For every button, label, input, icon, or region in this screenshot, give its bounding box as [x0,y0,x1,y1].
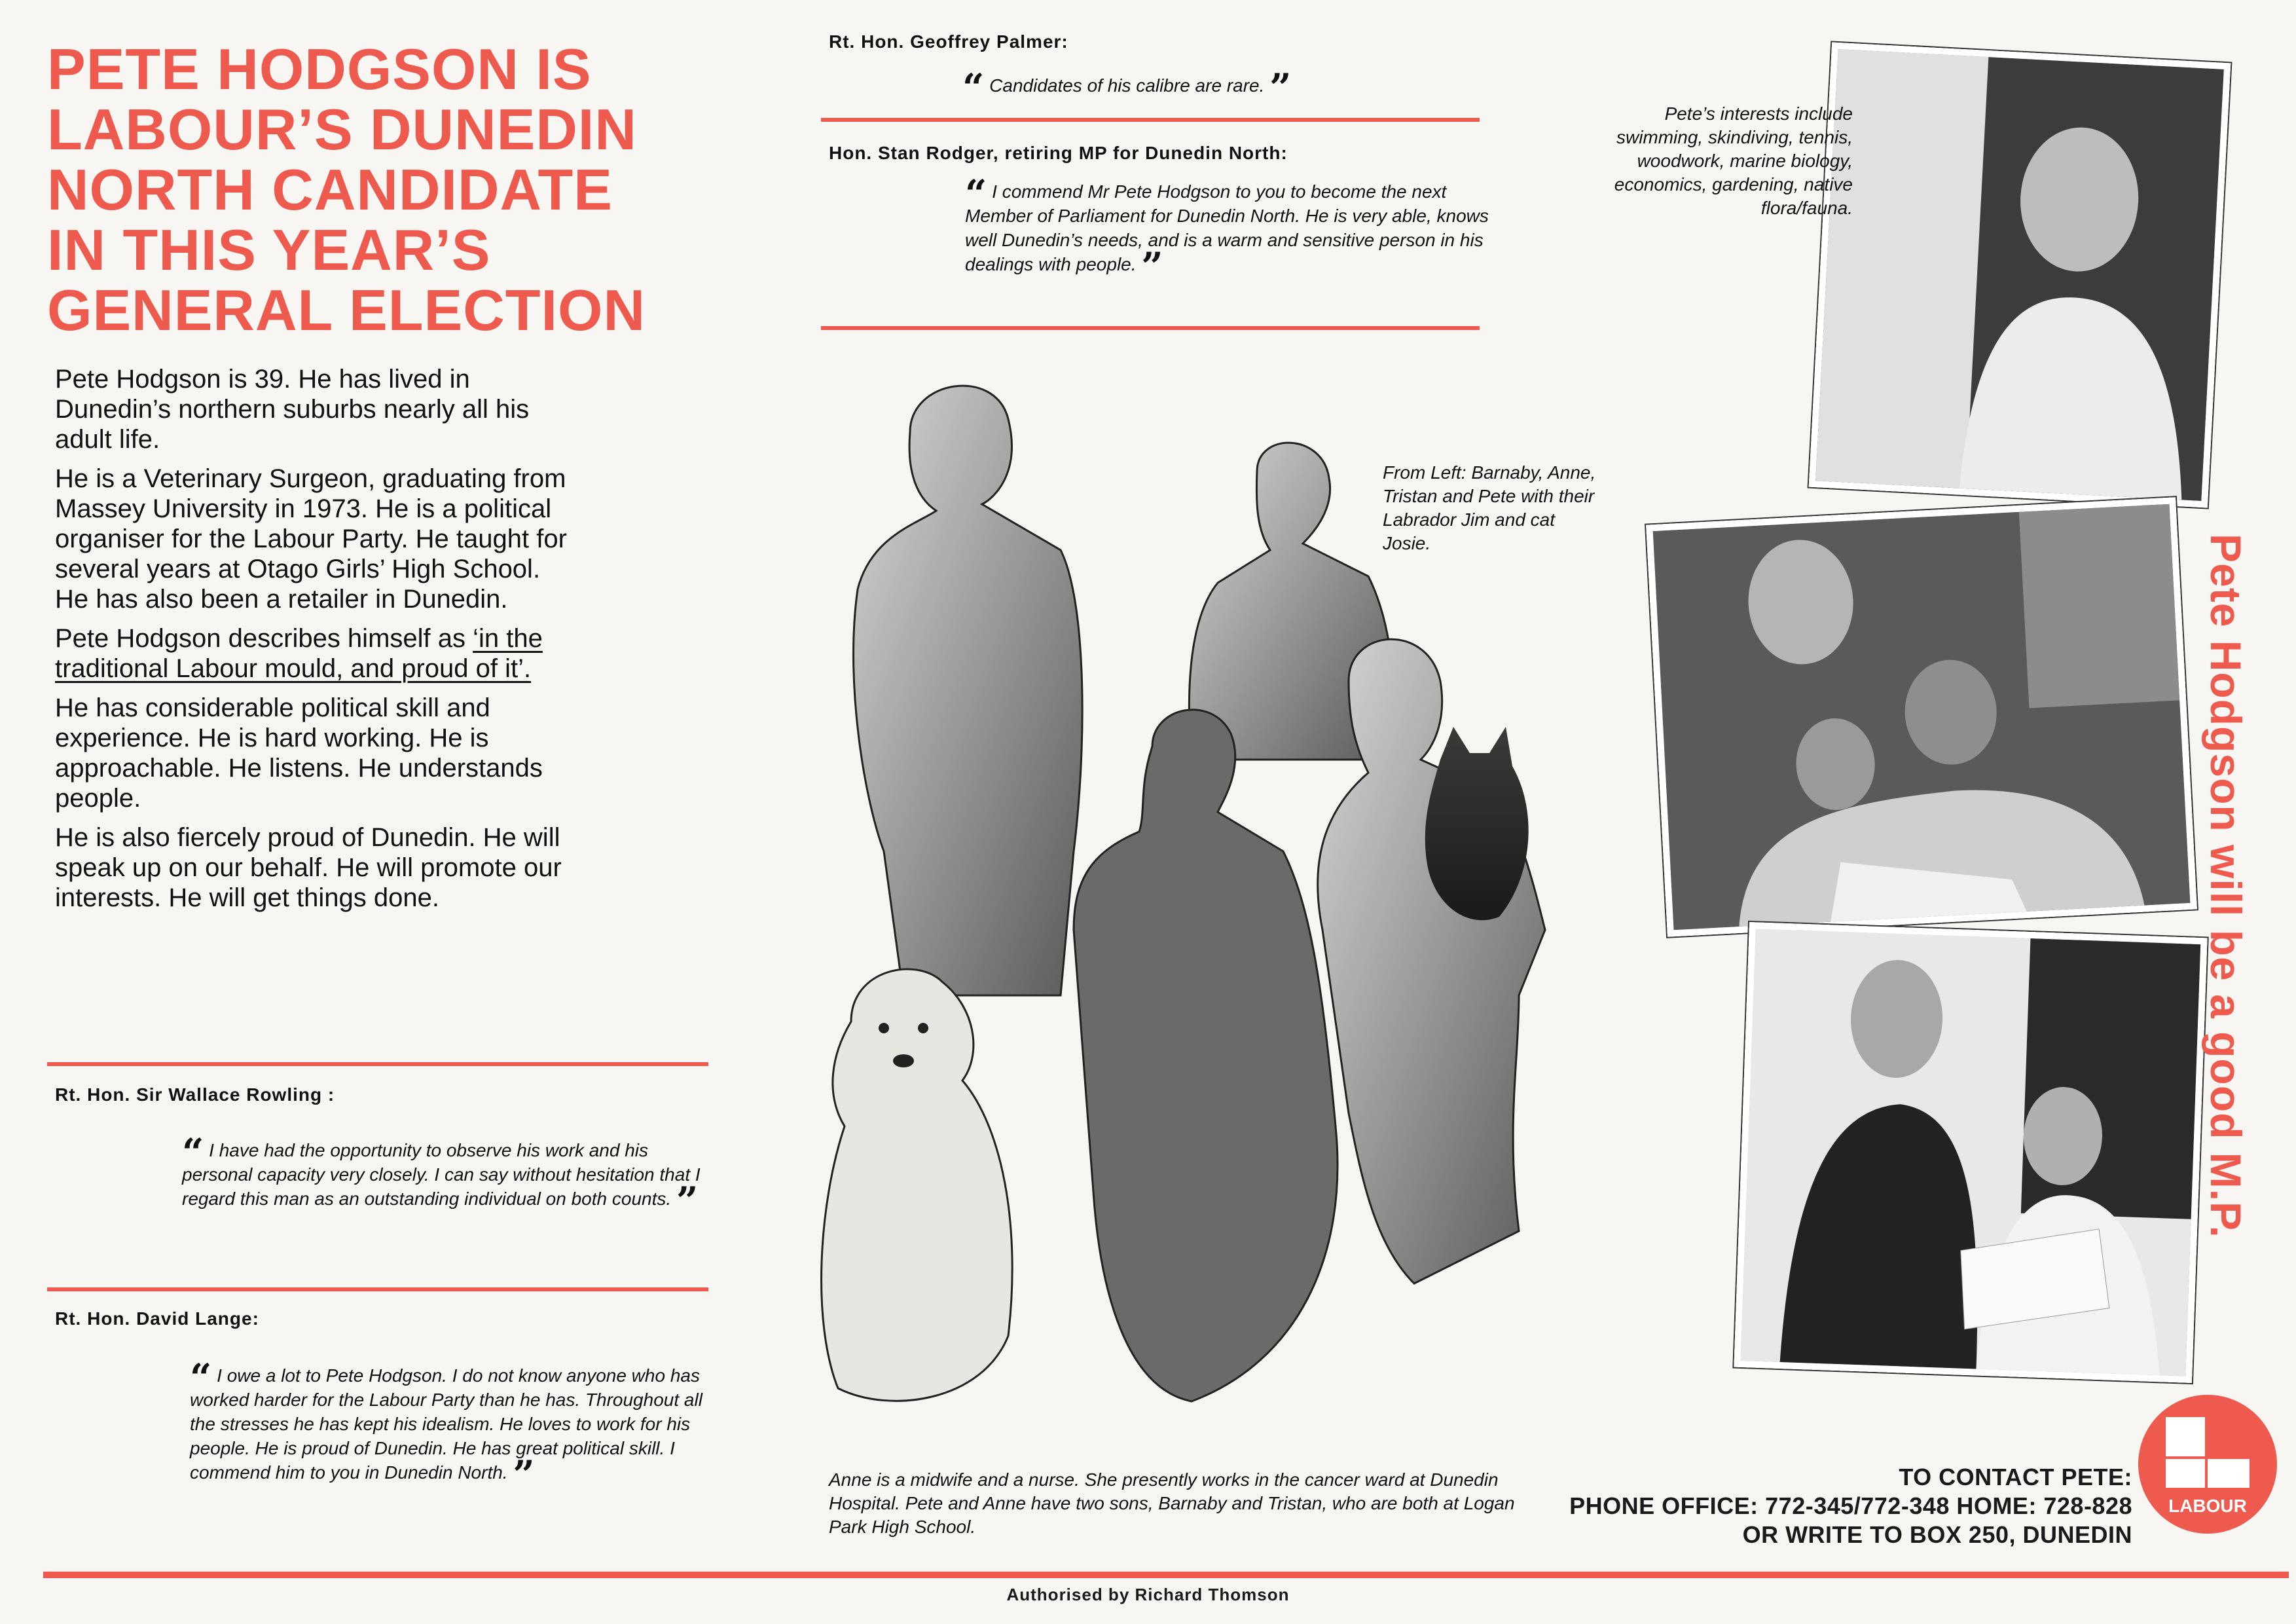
divider-rule [47,1287,708,1291]
bio-paragraph: He is also fiercely proud of Dunedin. He will speak up on our behalf. He will promote our interests. He will get things done. [55,823,562,912]
headline [47,39,728,341]
endorser-name: Hon. Stan Rodger, retiring MP for Dunedin North: [829,143,1288,163]
headline-line: GENERAL ELECTION [47,278,646,342]
close-quote-icon: ” [1141,244,1163,289]
close-quote-icon: ” [676,1179,699,1223]
bio-paragraph: He has considerable political skill and experience. He is hard working. He is approachable. He listens. He understands people. [55,693,543,813]
endorser-name: Rt. Hon. David Lange: [55,1308,259,1329]
anne-caption: Anne is a midwife and a nurse. She presently works in the cancer ward at Dunedin Hospital. Pete and Anne have two sons, Barnaby and Tristan, who are both at Logan Park High School. [829,1469,1515,1537]
bio-paragraph: Pete Hodgson is 39. He has lived in Dunedin’s northern suburbs nearly all his adult life. [55,365,530,454]
bio-quote-underlined: ‘in the traditional Labour mould, and proud of it’. [55,624,543,683]
contact-phone: PHONE OFFICE: 772-345/772-348 HOME: 728-828 [1569,1492,2132,1519]
quote-text: I commend Mr Pete Hodgson to you to become the next Member of Parliament for Dunedin North. He is very able, knows well Dunedin’s needs, and is a warm and sensitive person in his dealings with people. [965,181,1489,274]
headline-line: NORTH CANDIDATE [47,157,613,222]
endorser-name: Rt. Hon. Sir Wallace Rowling : [55,1084,335,1105]
bio-paragraph: He is a Veterinary Surgeon, graduating from Massey University in 1973. He is a political organiser for the Labour Party. He taught for several years at Otago Girls’ High School. He has also been a retailer in Dunedin. [55,464,567,614]
headline-line: IN THIS YEAR’S [47,217,491,282]
endorsement-quote [962,65,1421,110]
close-quote-icon: ” [1269,65,1292,110]
labour-logo [2136,1392,2280,1536]
open-quote-icon: “ [962,65,985,110]
authorisation-statement: Authorised by Richard Thomson [1006,1585,1290,1604]
canvassing-photo [1734,922,2207,1383]
open-quote-icon: “ [182,1130,204,1175]
portrait-photo-image [1815,49,2224,501]
logo-label: LABOUR [2168,1496,2247,1516]
open-quote-icon: “ [965,172,987,216]
quote-text: I owe a lot to Pete Hodgson. I do not know anyone who has worked harder for the Labour Party than he has. Throughout all the stresses he has kept his idealism. He loves to work for his people. He is proud of Dunedin. He has great political skill. I commend him to you in Dunedin North. [190,1365,702,1483]
endorser-name: Rt. Hon. Geoffrey Palmer: [829,31,1068,52]
reading-photo [1646,497,2197,937]
quote-text: I have had the opportunity to observe his work and his personal capacity very closely. I can say without hesitation that I regard this man as an outstanding individual on both counts. [182,1140,701,1209]
headline-line: LABOUR’S DUNEDIN [47,97,637,162]
side-slogan: Pete Hodgson will be a good M.P. [2202,534,2250,1238]
divider-rule [821,118,1480,122]
quote-text: Candidates of his calibre are rare. [989,75,1265,96]
contact-address: OR WRITE TO BOX 250, DUNEDIN [1742,1521,2132,1548]
interests-caption: Pete’s interests include swimming, skindiving, tennis, woodwork, marine biology, economics, gardening, native flora/fauna. [1614,103,1853,218]
open-quote-icon: “ [190,1356,212,1400]
reading-photo-image [1653,504,2191,931]
bio-text: Pete Hodgson describes himself as [55,624,473,653]
bio-paragraph [55,623,579,684]
headline-line: PETE HODGSON IS [47,37,592,101]
family-caption: From Left: Barnaby, Anne, Tristan and Pete with their Labrador Jim and cat Josie. [1383,462,1596,553]
biography [55,364,579,922]
divider-rule [821,326,1480,330]
endorsement-quote [965,172,1489,289]
contact-block [1569,1463,2132,1549]
bottom-rule [43,1572,2289,1578]
endorsement-quote [190,1356,727,1497]
close-quote-icon: ” [513,1452,535,1497]
portrait-photo [1809,43,2231,508]
canvassing-photo-image [1741,929,2201,1376]
divider-rule [47,1062,708,1066]
endorsement-quote [182,1130,706,1223]
contact-heading: TO CONTACT PETE: [1899,1464,2132,1490]
